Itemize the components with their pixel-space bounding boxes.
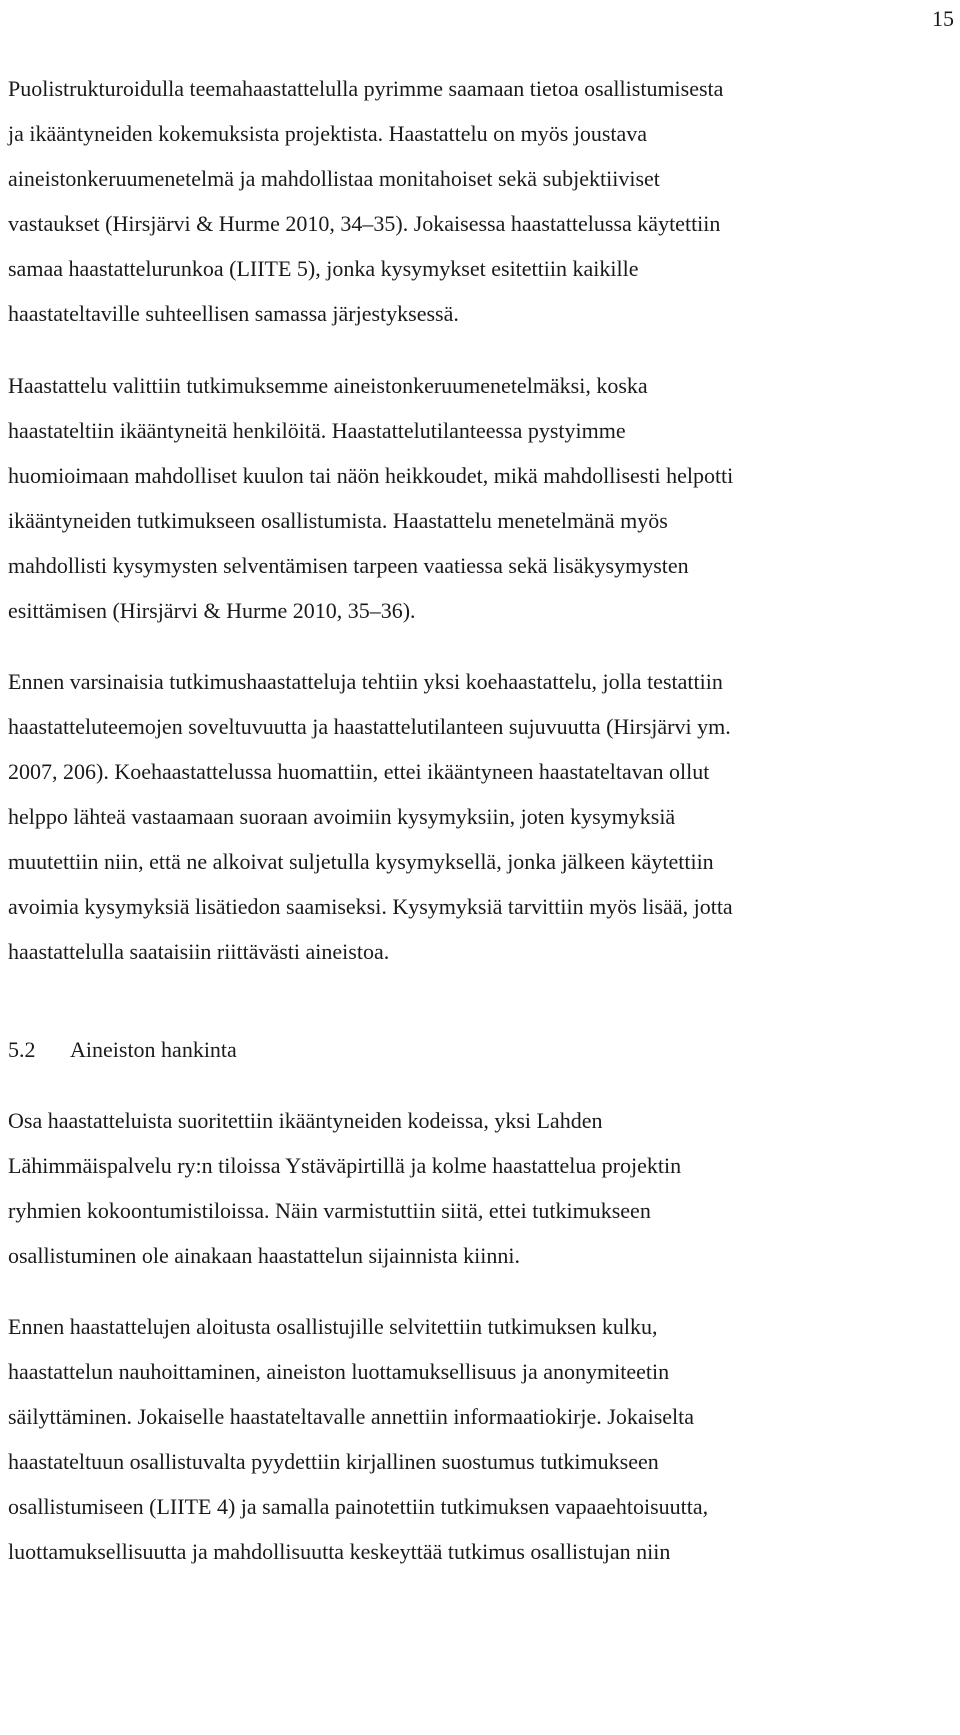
text-line: 2007, 206). Koehaastattelussa huomattiin, ettei ikääntyneen haastateltavan ollut: [8, 759, 710, 784]
text-line: muutettiin niin, että ne alkoivat suljetulla kysymyksellä, jonka jälkeen käytettiin: [8, 849, 714, 874]
text-line: Puolistrukturoidulla teemahaastattelulla pyrimme saamaan tietoa osallistumisesta: [8, 76, 724, 101]
text-line: Osa haastatteluista suoritettiin ikääntyneiden kodeissa, yksi Lahden: [8, 1108, 603, 1133]
text-line: haastateltaville suhteellisen samassa järjestyksessä.: [8, 301, 459, 326]
section-title: Aineiston hankinta: [70, 1037, 237, 1062]
text-line: ryhmien kokoontumistiloissa. Näin varmistuttiin siitä, ettei tutkimukseen: [8, 1198, 651, 1223]
text-line: osallistumiseen (LIITE 4) ja samalla painotettiin tutkimuksen vapaaehtoisuutta,: [8, 1494, 709, 1519]
text-line: huomioimaan mahdolliset kuulon tai näön heikkoudet, mikä mahdollisesti helpotti: [8, 463, 734, 488]
text-line: ja ikääntyneiden kokemuksista projektista. Haastattelu on myös joustava: [8, 121, 648, 146]
text-line: Ennen varsinaisia tutkimushaastatteluja tehtiin yksi koehaastattelu, jolla testattiin: [8, 669, 723, 694]
text-line: Lähimmäispalvelu ry:n tiloissa Ystäväpirtillä ja kolme haastattelua projektin: [8, 1153, 682, 1178]
section-heading: [8, 1035, 237, 1065]
text-line: esittämisen (Hirsjärvi & Hurme 2010, 35–36).: [8, 598, 416, 623]
text-line: Ennen haastattelujen aloitusta osallistujille selvitettiin tutkimuksen kulku,: [8, 1314, 658, 1339]
text-line: helppo lähteä vastaamaan suoraan avoimiin kysymyksiin, joten kysymyksiä: [8, 804, 676, 829]
text-line: haastattelulla saataisiin riittävästi aineistoa.: [8, 939, 390, 964]
text-line: avoimia kysymyksiä lisätiedon saamiseksi. Kysymyksiä tarvittiin myös lisää, jotta: [8, 894, 733, 919]
text-line: säilyttäminen. Jokaiselle haastateltavalle annettiin informaatiokirje. Jokaiselta: [8, 1404, 695, 1429]
page-number: 15: [932, 6, 954, 31]
text-line: mahdollisti kysymysten selventämisen tarpeen vaatiessa sekä lisäkysymysten: [8, 553, 689, 578]
text-line: vastaukset (Hirsjärvi & Hurme 2010, 34–35). Jokaisessa haastattelussa käytettiin: [8, 211, 721, 236]
section-number: 5.2: [8, 1037, 36, 1062]
text-line: Haastattelu valittiin tutkimuksemme aineistonkeruumenetelmäksi, koska: [8, 373, 648, 398]
text-line: ikääntyneiden tutkimukseen osallistumista. Haastattelu menetelmänä myös: [8, 508, 668, 533]
text-line: osallistuminen ole ainakaan haastattelun sijainnista kiinni.: [8, 1243, 520, 1268]
text-line: haastateltuun osallistuvalta pyydettiin kirjallinen suostumus tutkimukseen: [8, 1449, 659, 1474]
text-line: haastatteluteemojen soveltuvuutta ja haastattelutilanteen sujuvuutta (Hirsjärvi ym.: [8, 714, 731, 739]
text-line: haastateltiin ikääntyneitä henkilöitä. Haastattelutilanteessa pystyimme: [8, 418, 626, 443]
text-line: aineistonkeruumenetelmä ja mahdollistaa monitahoiset sekä subjektiiviset: [8, 166, 660, 191]
text-line: samaa haastattelurunkoa (LIITE 5), jonka kysymykset esitettiin kaikille: [8, 256, 639, 281]
text-line: haastattelun nauhoittaminen, aineiston luottamuksellisuus ja anonymiteetin: [8, 1359, 670, 1384]
text-line: luottamuksellisuutta ja mahdollisuutta keskeyttää tutkimus osallistujan niin: [8, 1539, 671, 1564]
